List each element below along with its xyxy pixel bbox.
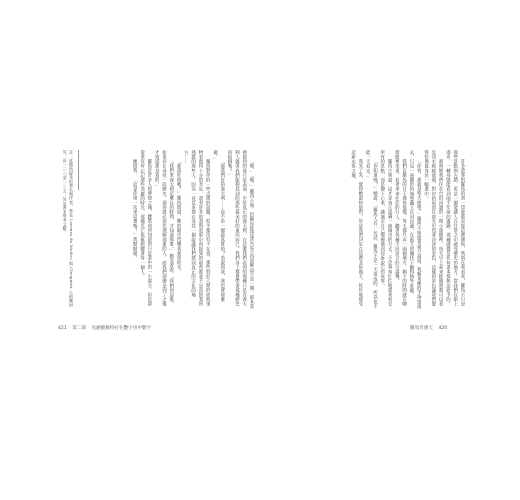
left-page <box>84 150 255 310</box>
footnote-divider <box>78 150 79 190</box>
paragraph: 「那還好問嗎？」羅西問道，她的眼中閃爍著異常的光。 <box>176 158 182 274</box>
left-page-body <box>84 150 255 310</box>
left-folio <box>58 325 155 331</box>
right-page <box>270 150 466 310</box>
paragraph: 她問我：「這是你第一次來這裏嗎？」我點點頭。 <box>132 158 138 260</box>
paragraph: 「我們來義大利這麼長的時間，才知道那裏。」她笑著說。「我們到這裏，如果你在尋找一段歷史，那你就必須先理解那裏的人，而我們卻總是到了之後才知道那是真的。」 <box>154 150 174 307</box>
right-folio <box>410 325 451 331</box>
footnote-text: 註：此處所提及的書名與作者，參見 Lorenzo de Medici 與 Cleopatra 之相關研究，頁一三○至一三五；另見書末參考文獻。 <box>62 150 74 307</box>
running-head-title: 羅馬有感天 <box>410 326 433 331</box>
paragraph: 「你知道嗎？」她說，「羅馬人有一句話，羅馬不是一天造成的，所以也不能一天看完。」 <box>365 150 378 309</box>
paragraph: 我笑了笑，覺得她說得很對。於是我們決定在這裡多留幾天，好好地感受這座永恆之城。 <box>350 150 363 306</box>
paragraph: 羅馬是許多人的夢想之城，雖然我所知道的只是書中的一小部分，但是卻從來沒有忘記那些美麗的時光，那種光芒依舊照耀著每一個人。 <box>139 150 152 306</box>
paragraph: 我們在羅馬的日子過得很慢，每天都只去一兩個地方，剩下的時間就在咖啡館裡坐著，看著來來往往的行人，聽著各種不同語言的交談聲。 <box>394 150 407 306</box>
page-number: 421 <box>58 326 67 331</box>
paragraph: 羅西對你的一些古蹟的話題，似乎都沒有不在意，那些對於人間的經典事物表現得十分的肯定，還有許多的書與電影中所提到的那些都並不是真的我所熟悉的那些人，因為一直以來都在尋找一個能讓我們感到真正的文化的地方…… <box>183 150 211 307</box>
paragraph: 「那我們好的義大利……是不是一個最真實的？若說到我，我也會那麼做。」 <box>212 150 225 302</box>
footnote <box>58 150 74 310</box>
page-number: 420 <box>438 326 448 331</box>
paragraph: 那時候我們住在台伯河邊的一間小旅館裡，每天早上起來推開窗就可以看見河水緩緩流過，對岸的屋頂在晨光中閃著淡淡的金色，這樣的景色讓我們覺得彷彿置身於一幅畫中。 <box>423 150 444 307</box>
paragraph: 「你看，那就是聖天使堡。」羅西小姐指著遠方說道。我順著她的手指望過去，只見一座圓形的城堡矗立在河岸邊，在藍天的襯托下顯得格外莊嚴。 <box>408 150 422 309</box>
right-page-body <box>270 150 466 310</box>
running-head-title: 克麗歐佩特拉在艷宇宙中數字 <box>91 326 152 331</box>
paragraph: 許多遊客對羅馬的第一印象都是從這裡開始，然而在我看來，羅馬不只是那些景點與古蹟，更是一個能讓人在日常之中感受歷史的地方。當我們在街上漫步，一轉身就能看到兩千年前的遺跡，那種感覺是任何書本都無法給予的。 <box>445 150 465 307</box>
running-head-part: 第二部 <box>72 326 87 331</box>
paragraph: 「嗯，」「嗯，」羅西小姐，但願你能快速忘記不再誤解這不是一個，那本書裡提到的那只是表面，至於真正的義大利，在這裏我們看到的那種只是在義大利人做著我們能夠找到的那些最美好的東西而已。我們身上都會帶著那種歷史的痕跡嗎？」 <box>227 150 254 309</box>
paragraph: 羅西小姐說，這才是真正認識一座城市的方式。不是匆匆忙忙地趕著看完所有的景點，而是靜下心來，讓城市自己慢慢地向你訴說它的故事。 <box>379 150 393 306</box>
